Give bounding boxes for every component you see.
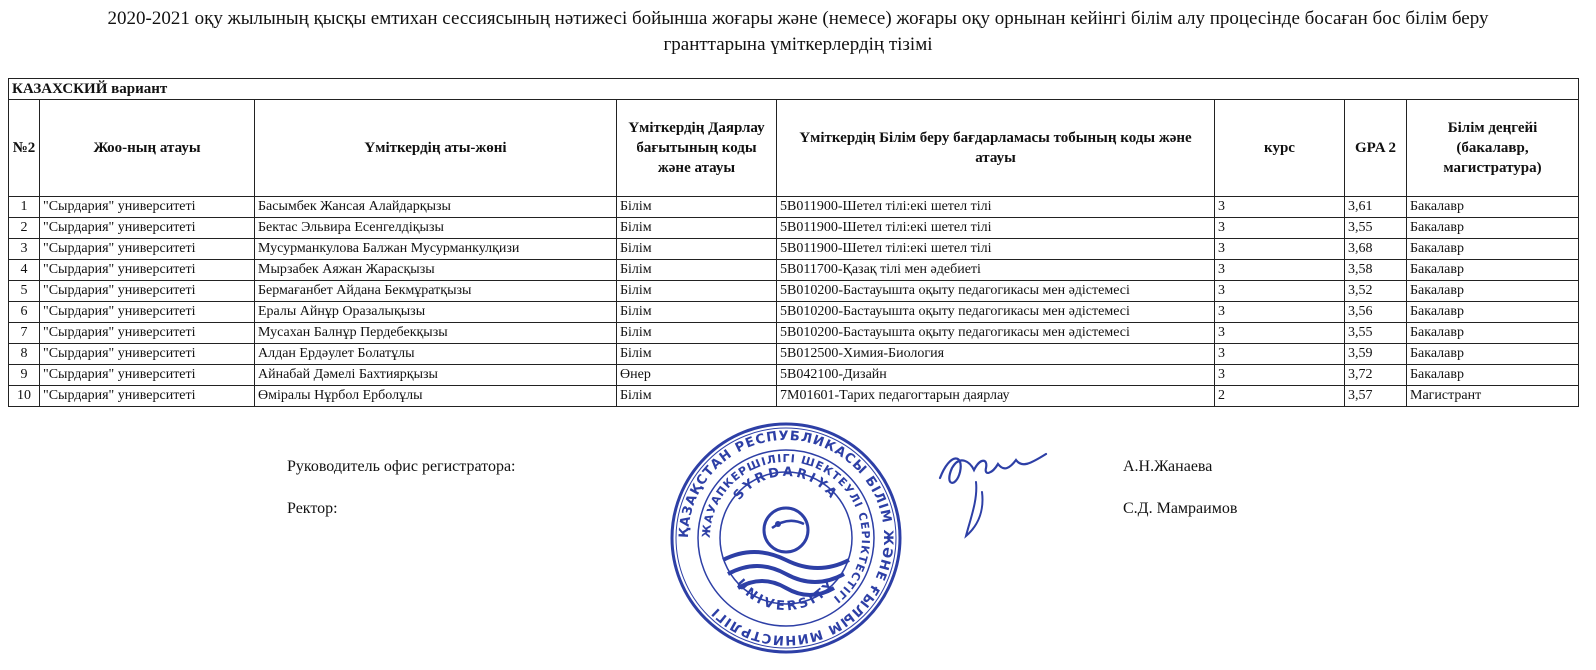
cell-candidate-name: Айнабай Дәмелі Бахтиярқызы	[255, 365, 617, 386]
registrar-name: А.Н.Жанаева	[1123, 458, 1213, 475]
cell-direction: Білім	[617, 239, 777, 260]
cell-number: 2	[9, 218, 40, 239]
variant-row	[9, 79, 1579, 100]
cell-course: 3	[1215, 218, 1345, 239]
cell-level: Бакалавр	[1407, 344, 1579, 365]
cell-gpa: 3,55	[1345, 218, 1407, 239]
header-level: Білім деңгейі (бакалавр, магистратура)	[1407, 100, 1579, 197]
cell-university: "Сырдария" университеті	[40, 281, 255, 302]
cell-direction: Білім	[617, 386, 777, 407]
cell-course: 3	[1215, 323, 1345, 344]
cell-direction: Білім	[617, 344, 777, 365]
cell-number: 3	[9, 239, 40, 260]
cell-candidate-name: Бермағанбет Айдана Бекмұратқызы	[255, 281, 617, 302]
cell-direction: Білім	[617, 323, 777, 344]
table-row	[9, 365, 1579, 386]
cell-university: "Сырдария" университеті	[40, 302, 255, 323]
title-line-2: гранттарына үміткерлердің тізімі	[663, 34, 933, 55]
cell-course: 3	[1215, 344, 1345, 365]
cell-course: 3	[1215, 239, 1345, 260]
cell-number: 6	[9, 302, 40, 323]
header-direction: Үміткердің Даярлау бағытының коды және атауы	[617, 100, 777, 197]
header-university: Жоо-ның атауы	[40, 100, 255, 197]
table-row	[9, 260, 1579, 281]
cell-gpa: 3,56	[1345, 302, 1407, 323]
cell-university: "Сырдария" университеті	[40, 218, 255, 239]
cell-number: 8	[9, 344, 40, 365]
svg-text:UNIVERSITY	[733, 576, 840, 614]
rector-name: С.Д. Мамраимов	[1123, 500, 1238, 517]
cell-program: 5В010200-Бастауышта оқыту педагогикасы мен әдістемесі	[777, 323, 1215, 344]
header-number: №2	[9, 100, 40, 197]
cell-number: 10	[9, 386, 40, 407]
cell-level: Бакалавр	[1407, 323, 1579, 344]
cell-candidate-name: Мырзабек Аяжан Жарасқызы	[255, 260, 617, 281]
cell-gpa: 3,59	[1345, 344, 1407, 365]
cell-gpa: 3,61	[1345, 197, 1407, 218]
signature-graphic	[930, 438, 1060, 548]
seal-middle-text: ЖАУАПКЕРШІЛІГІ ШЕКТЕУЛІ СЕРІКТЕСТІГІ	[699, 451, 873, 607]
cell-gpa: 3,72	[1345, 365, 1407, 386]
table-row	[9, 197, 1579, 218]
cell-program: 7М01601-Тарих педагогтарын даярлау	[777, 386, 1215, 407]
cell-number: 4	[9, 260, 40, 281]
cell-course: 2	[1215, 386, 1345, 407]
cell-program: 5В010200-Бастауышта оқыту педагогикасы мен әдістемесі	[777, 302, 1215, 323]
cell-gpa: 3,68	[1345, 239, 1407, 260]
cell-direction: Білім	[617, 281, 777, 302]
cell-course: 3	[1215, 197, 1345, 218]
cell-program: 5В042100-Дизайн	[777, 365, 1215, 386]
cell-candidate-name: Бектас Эльвира Есенгелдіқызы	[255, 218, 617, 239]
seal-graphic	[668, 420, 904, 656]
cell-direction: Білім	[617, 197, 777, 218]
cell-gpa: 3,58	[1345, 260, 1407, 281]
header-row	[9, 100, 1579, 197]
header-course: курс	[1215, 100, 1345, 197]
cell-candidate-name: Мусурманкулова Балжан Мусурманкулқизи	[255, 239, 617, 260]
cell-gpa: 3,52	[1345, 281, 1407, 302]
cell-direction: Өнер	[617, 365, 777, 386]
cell-university: "Сырдария" университеті	[40, 239, 255, 260]
cell-candidate-name: Өміралы Нұрбол Ерболұлы	[255, 386, 617, 407]
seal-outer-text: ҚАЗАҚСТАН РЕСПУБЛИКАСЫ БІЛІМ ЖӘНЕ ҒЫЛЫМ МИНИСТРЛІГІ	[676, 428, 896, 648]
header-gpa: GPA 2	[1345, 100, 1407, 197]
cell-level: Бакалавр	[1407, 197, 1579, 218]
cell-level: Бакалавр	[1407, 365, 1579, 386]
cell-course: 3	[1215, 260, 1345, 281]
university-seal	[668, 420, 904, 661]
cell-direction: Білім	[617, 260, 777, 281]
cell-course: 3	[1215, 281, 1345, 302]
cell-candidate-name: Басымбек Жансая Алайдарқызы	[255, 197, 617, 218]
table-row	[9, 344, 1579, 365]
cell-number: 5	[9, 281, 40, 302]
header-candidate-name: Үміткердің аты-жөні	[255, 100, 617, 197]
cell-program: 5В011900-Шетел тілі:екі шетел тілі	[777, 218, 1215, 239]
cell-program: 5В011900-Шетел тілі:екі шетел тілі	[777, 239, 1215, 260]
registrar-role-label: Руководитель офис регистратора:	[287, 458, 516, 475]
rector-signature	[930, 438, 1060, 553]
cell-candidate-name: Мусахан Балнұр Пердебекқызы	[255, 323, 617, 344]
cell-level: Магистрант	[1407, 386, 1579, 407]
cell-level: Бакалавр	[1407, 281, 1579, 302]
table-row	[9, 239, 1579, 260]
cell-level: Бакалавр	[1407, 260, 1579, 281]
cell-level: Бакалавр	[1407, 218, 1579, 239]
seal-inner-top-text: SYRDARIYA	[730, 464, 842, 504]
document-title	[20, 6, 1576, 58]
cell-university: "Сырдария" университеті	[40, 323, 255, 344]
cell-direction: Білім	[617, 302, 777, 323]
cell-number: 1	[9, 197, 40, 218]
cell-direction: Білім	[617, 218, 777, 239]
cell-level: Бакалавр	[1407, 302, 1579, 323]
cell-university: "Сырдария" университеті	[40, 365, 255, 386]
table-row	[9, 281, 1579, 302]
cell-program: 5В012500-Химия-Биология	[777, 344, 1215, 365]
table-row	[9, 218, 1579, 239]
table-row	[9, 302, 1579, 323]
cell-program: 5В011700-Қазақ тілі мен әдебиеті	[777, 260, 1215, 281]
cell-number: 7	[9, 323, 40, 344]
header-program: Үміткердің Білім беру бағдарламасы тобының коды және атауы	[777, 100, 1215, 197]
variant-label: КАЗАХСКИЙ вариант	[9, 79, 1579, 100]
cell-course: 3	[1215, 302, 1345, 323]
cell-gpa: 3,57	[1345, 386, 1407, 407]
cell-course: 3	[1215, 365, 1345, 386]
table-row	[9, 386, 1579, 407]
cell-university: "Сырдария" университеті	[40, 260, 255, 281]
cell-university: "Сырдария" университеті	[40, 344, 255, 365]
cell-university: "Сырдария" университеті	[40, 386, 255, 407]
cell-number: 9	[9, 365, 40, 386]
seal-inner-bottom-text: UNIVERSITY	[732, 576, 840, 615]
rector-role-label: Ректор:	[287, 500, 338, 517]
candidates-table	[8, 78, 1579, 407]
cell-program: 5В010200-Бастауышта оқыту педагогикасы мен әдістемесі	[777, 281, 1215, 302]
title-line-1: 2020-2021 оқу жылының қысқы емтихан сессиясының нәтижесі бойынша жоғары және (немесе) жоғары оқу орнынан кейінгі білім алу процесінде босаған бос білім беру	[107, 8, 1489, 29]
cell-candidate-name: Ералы Айнұр Оразалықызы	[255, 302, 617, 323]
cell-level: Бакалавр	[1407, 239, 1579, 260]
cell-university: "Сырдария" университеті	[40, 197, 255, 218]
cell-program: 5В011900-Шетел тілі:екі шетел тілі	[777, 197, 1215, 218]
table-row	[9, 323, 1579, 344]
cell-gpa: 3,55	[1345, 323, 1407, 344]
cell-candidate-name: Алдан Ердәулет Болатұлы	[255, 344, 617, 365]
